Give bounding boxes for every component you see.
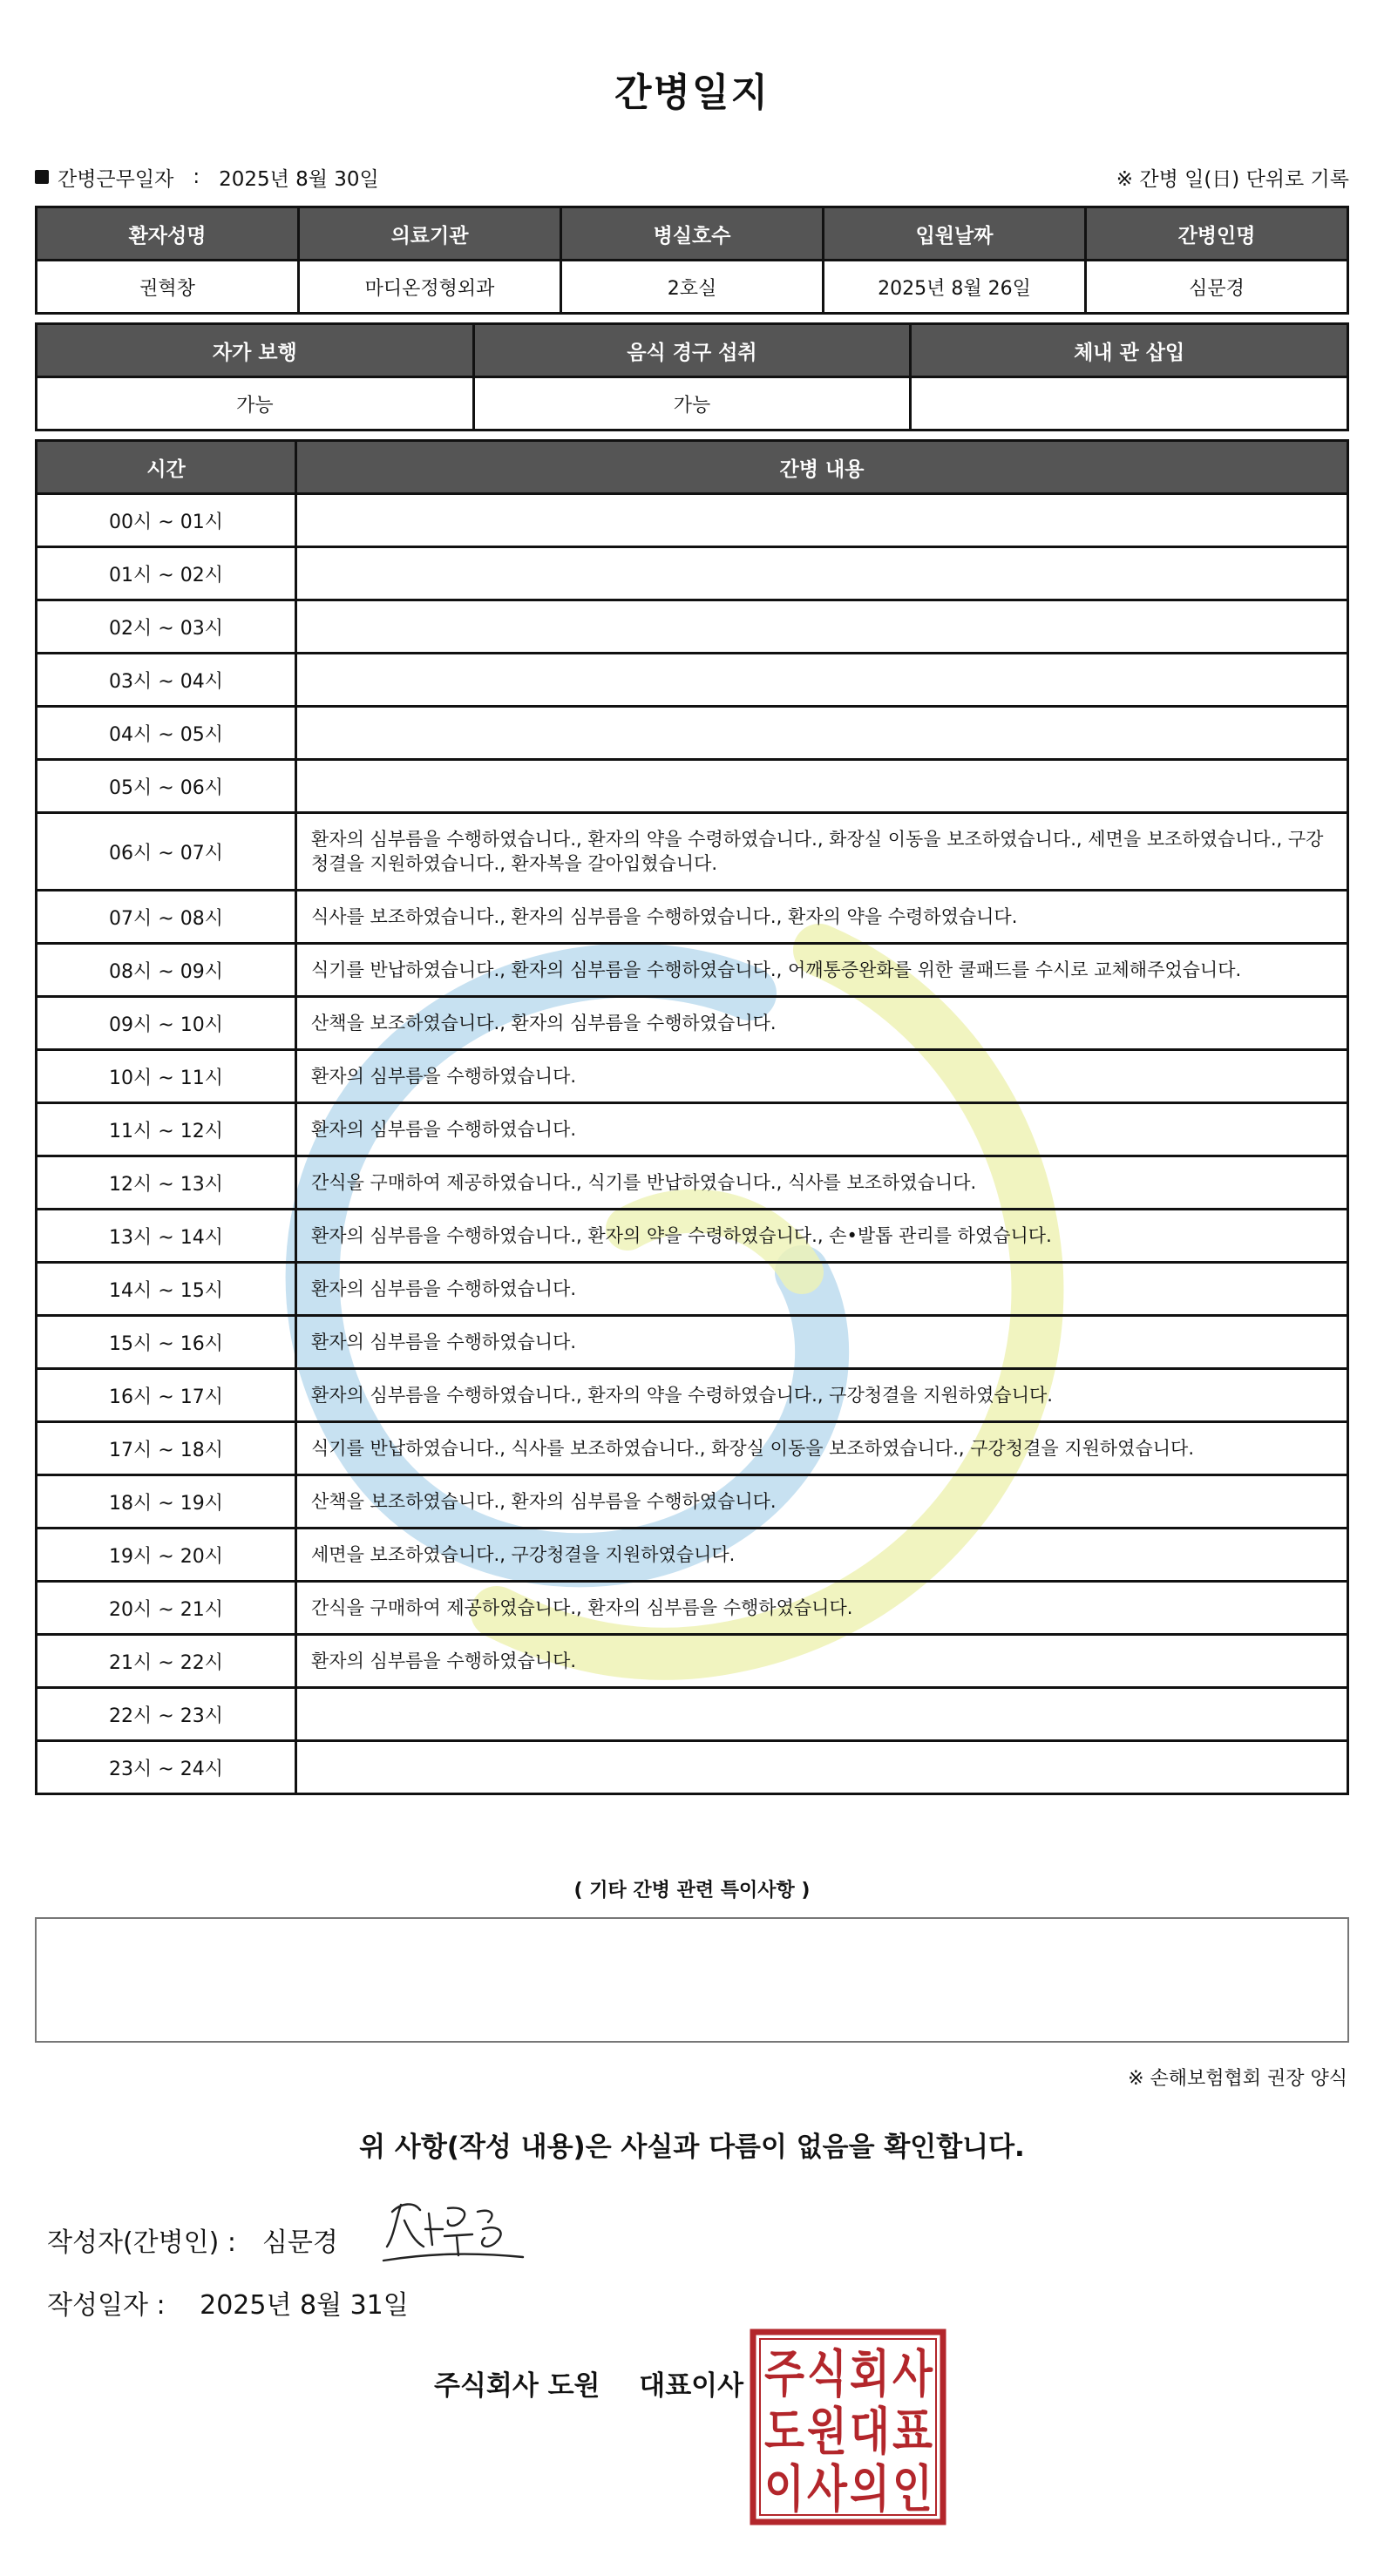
seal-character: 의 [850, 2459, 890, 2518]
unit-note: ※ 간병 일(日) 단위로 기록 [1116, 167, 1349, 191]
log-content [296, 707, 1348, 760]
log-content [296, 494, 1348, 547]
log-time: 11시 ~ 12시 [37, 1103, 296, 1156]
log-row [37, 1103, 1348, 1156]
written-date-value: 2025년 8월 31일 [200, 2290, 409, 2321]
work-date-label: 간병근무일자 [58, 167, 174, 191]
log-time: 06시 ~ 07시 [37, 813, 296, 891]
log-time: 17시 ~ 18시 [37, 1422, 296, 1475]
log-content: 산책을 보조하였습니다., 환자의 심부름을 수행하였습니다. [296, 997, 1348, 1050]
log-row [37, 1210, 1348, 1263]
log-content: 환자의 심부름을 수행하였습니다. [296, 1050, 1348, 1103]
log-content: 산책을 보조하였습니다., 환자의 심부름을 수행하였습니다. [296, 1475, 1348, 1529]
care-log-table [35, 439, 1349, 1795]
log-content: 환자의 심부름을 수행하였습니다. [296, 1316, 1348, 1369]
header-line [35, 162, 1349, 192]
log-time: 23시 ~ 24시 [37, 1741, 296, 1794]
log-row [37, 760, 1348, 813]
log-content: 식기를 반납하였습니다., 환자의 심부름을 수행하였습니다., 어깨통증완화를 위한 쿨패드를 수시로 교체해주었습니다. [296, 944, 1348, 997]
admission-date: 2025년 8월 26일 [824, 261, 1086, 314]
written-date-line [47, 2283, 409, 2322]
seal-character: 사 [892, 2344, 933, 2403]
log-row [37, 813, 1348, 891]
hospital-name: 마디온정형외과 [299, 261, 561, 314]
log-time: 13시 ~ 14시 [37, 1210, 296, 1263]
patient-info-value-row [37, 261, 1348, 314]
log-row [37, 494, 1348, 547]
document-title: 간병일지 [614, 71, 770, 115]
log-row [37, 1156, 1348, 1210]
notes-title: ( 기타 간병 관련 특이사항 ) [573, 1880, 811, 1901]
log-content: 환자의 심부름을 수행하였습니다. [296, 1635, 1348, 1688]
log-content [296, 1741, 1348, 1794]
log-time: 04시 ~ 05시 [37, 707, 296, 760]
log-time: 07시 ~ 08시 [37, 891, 296, 944]
company-seal [750, 2329, 946, 2525]
log-content [296, 654, 1348, 707]
care-log-header-row [37, 441, 1348, 494]
company-line [434, 2363, 743, 2403]
log-row [37, 547, 1348, 600]
written-date-label: 작성일자 : [47, 2290, 166, 2321]
log-row [37, 1263, 1348, 1316]
writer-name: 심문경 [261, 2227, 338, 2258]
care-log-body [37, 494, 1348, 1794]
log-row [37, 944, 1348, 997]
confirmation-statement: 위 사항(작성 내용)은 사실과 다름이 없음을 확인합니다. [359, 2132, 1025, 2163]
log-time: 05시 ~ 06시 [37, 760, 296, 813]
header-admission-date: 입원날짜 [824, 207, 1086, 261]
patient-name: 권혁창 [37, 261, 299, 314]
log-row [37, 1369, 1348, 1422]
log-time: 12시 ~ 13시 [37, 1156, 296, 1210]
log-row [37, 1422, 1348, 1475]
log-content [296, 547, 1348, 600]
self-walking-value: 가능 [37, 377, 474, 430]
seal-character: 사 [807, 2459, 848, 2518]
log-content [296, 760, 1348, 813]
seal-character: 회 [850, 2344, 890, 2403]
company-ceo-title: 대표이사 [639, 2370, 744, 2402]
log-row [37, 707, 1348, 760]
log-row [37, 1635, 1348, 1688]
seal-character: 인 [892, 2459, 933, 2518]
seal-character: 대 [850, 2402, 890, 2461]
log-row [37, 891, 1348, 944]
header-hospital: 의료기관 [299, 207, 561, 261]
log-row [37, 1582, 1348, 1635]
header-caregiver: 간병인명 [1086, 207, 1348, 261]
association-note: ※ 손해보험협회 권장 양식 [1128, 2068, 1347, 2090]
seal-character: 도 [764, 2402, 804, 2461]
log-content: 간식을 구매하여 제공하였습니다., 환자의 심부름을 수행하였습니다. [296, 1582, 1348, 1635]
log-time: 10시 ~ 11시 [37, 1050, 296, 1103]
log-time: 16시 ~ 17시 [37, 1369, 296, 1422]
log-content: 식기를 반납하였습니다., 식사를 보조하였습니다., 화장실 이동을 보조하였습니다., 구강청결을 지원하였습니다. [296, 1422, 1348, 1475]
log-content: 세면을 보조하였습니다., 구강청결을 지원하였습니다. [296, 1529, 1348, 1582]
log-content: 환자의 심부름을 수행하였습니다., 환자의 약을 수령하였습니다., 손•발톱 관리를 하였습니다. [296, 1210, 1348, 1263]
company-name: 주식회사 도원 [434, 2370, 600, 2402]
writer-label: 작성자(간병인) : [47, 2227, 236, 2258]
log-time: 20시 ~ 21시 [37, 1582, 296, 1635]
log-time: 22시 ~ 23시 [37, 1688, 296, 1741]
log-time: 09시 ~ 10시 [37, 997, 296, 1050]
header-tube-insertion: 체내 관 삽입 [911, 324, 1348, 377]
patient-status-table [35, 322, 1349, 431]
log-time: 02시 ~ 03시 [37, 600, 296, 654]
notes-box [35, 1917, 1349, 2043]
status-header-row [37, 324, 1348, 377]
status-value-row [37, 377, 1348, 430]
log-content: 환자의 심부름을 수행하였습니다. [296, 1103, 1348, 1156]
header-care-content: 간병 내용 [296, 441, 1348, 494]
handwritten-signature [375, 2194, 532, 2281]
header-time: 시간 [37, 441, 296, 494]
log-content: 간식을 구매하여 제공하였습니다., 식기를 반납하였습니다., 식사를 보조하였습니다. [296, 1156, 1348, 1210]
header-self-walking: 자가 보행 [37, 324, 474, 377]
log-content: 환자의 심부름을 수행하였습니다. [296, 1263, 1348, 1316]
patient-info-header-row [37, 207, 1348, 261]
log-row [37, 1529, 1348, 1582]
seal-character: 원 [807, 2402, 847, 2461]
seal-character: 표 [892, 2402, 933, 2461]
log-time: 01시 ~ 02시 [37, 547, 296, 600]
log-time: 00시 ~ 01시 [37, 494, 296, 547]
log-row [37, 1050, 1348, 1103]
log-time: 14시 ~ 15시 [37, 1263, 296, 1316]
log-row [37, 600, 1348, 654]
seal-character: 식 [807, 2344, 847, 2403]
log-time: 21시 ~ 22시 [37, 1635, 296, 1688]
log-content: 환자의 심부름을 수행하였습니다., 환자의 약을 수령하였습니다., 화장실 이동을 보조하였습니다., 세면을 보조하였습니다., 구강청결을 지원하였습니다., 환자복을 갈아입혔습니다. [296, 813, 1348, 891]
tube-insertion-value [911, 377, 1348, 430]
log-row [37, 1316, 1348, 1369]
log-time: 03시 ~ 04시 [37, 654, 296, 707]
writer-line [47, 2220, 338, 2259]
caregiver-name: 심문경 [1086, 261, 1348, 314]
log-row [37, 654, 1348, 707]
seal-character: 주 [764, 2344, 804, 2403]
log-time: 18시 ~ 19시 [37, 1475, 296, 1529]
oral-intake-value: 가능 [473, 377, 911, 430]
log-time: 15시 ~ 16시 [37, 1316, 296, 1369]
room-number: 2호실 [561, 261, 824, 314]
log-row [37, 1475, 1348, 1529]
log-content: 환자의 심부름을 수행하였습니다., 환자의 약을 수령하였습니다., 구강청결을 지원하였습니다. [296, 1369, 1348, 1422]
work-date-colon: : [193, 166, 200, 188]
square-bullet-icon [35, 170, 49, 184]
log-content [296, 600, 1348, 654]
log-row [37, 1741, 1348, 1794]
seal-character: 이 [764, 2459, 804, 2518]
log-content: 식사를 보조하였습니다., 환자의 심부름을 수행하였습니다., 환자의 약을 수령하였습니다. [296, 891, 1348, 944]
log-time: 08시 ~ 09시 [37, 944, 296, 997]
patient-info-table [35, 206, 1349, 315]
header-oral-intake: 음식 경구 섭취 [473, 324, 911, 377]
log-time: 19시 ~ 20시 [37, 1529, 296, 1582]
log-content [296, 1688, 1348, 1741]
header-patient-name: 환자성명 [37, 207, 299, 261]
log-row [37, 997, 1348, 1050]
work-date-value: 2025년 8월 30일 [219, 167, 379, 191]
header-room: 병실호수 [561, 207, 824, 261]
log-row [37, 1688, 1348, 1741]
